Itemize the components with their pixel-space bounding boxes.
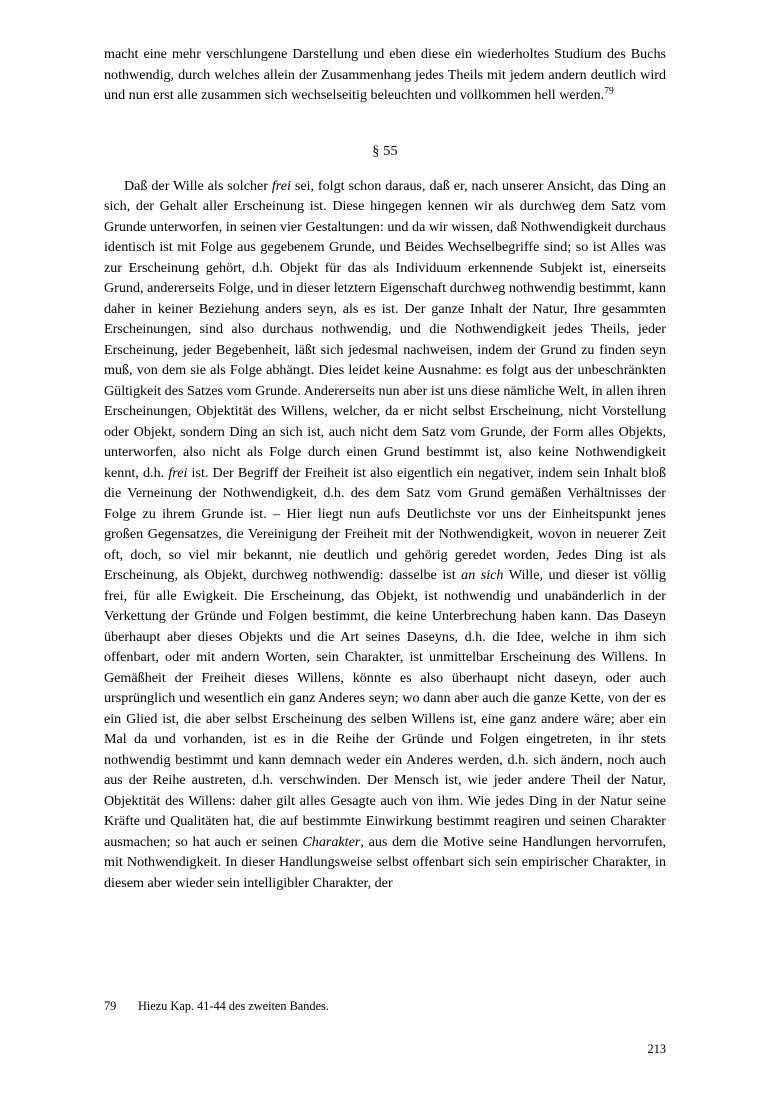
section-heading: § 55 (372, 142, 398, 159)
emphasized-term: frei (271, 177, 291, 194)
continuation-paragraph (104, 44, 666, 106)
emphasized-term: frei (168, 464, 188, 481)
page-content (104, 44, 666, 893)
footnote (104, 998, 666, 1015)
page-number: 213 (647, 1042, 666, 1056)
continuation-paragraph-text: macht eine mehr verschlungene Darstellung und eben diese ein wiederholtes Studium des Buchs nothwendig, durch welches allein der Zusammenhang jedes Theils mit jedem andern deutlich wird und nun erst alle zusammen sich wechselseitig beleuchten und vollkommen hell werden. (104, 46, 666, 103)
footnote-marker: 79 (604, 86, 614, 97)
emphasized-term: Charakter (302, 833, 361, 850)
footnote-number: 79 (104, 999, 117, 1013)
body-paragraph (104, 176, 666, 894)
emphasized-term: an sich (461, 567, 504, 583)
footnote-area (104, 998, 666, 1015)
body-paragraph-text: Daß der Wille als solcher frei sei, folgt schon daraus, daß er, nach unserer Ansicht, das Ding an sich, der Gehalt aller Erscheinung ist. Diese hingegen kennen wir als durchweg dem Satz vom Grunde unterworfen, in seinen vier Gestaltungen: und da wir wissen, daß Nothwendigkeit durchaus identisch ist mit Folge aus gegebenem Grunde, und Beides Wechselbegriffe sind; so ist Alles was zur Erscheinung gehört, d.h. Objekt für das als Individuum erkennende Subjekt ist, einerseits Grund, andererseits Folge, und in dieser letztern Eigenschaft durchweg nothwendig bestimmt, kann daher in keiner Beziehung anders seyn, als es ist. Der ganze Inhalt der Natur, Ihre gesammten Erscheinungen, sind also durchaus nothwendig, und die Nothwendigkeit jedes Theils, jeder Erscheinung, jeder Begebenheit, läßt sich jedesmal nachweisen, indem der Grund zu finden seyn muß, von dem sie als Folge abhängt. Dies leidet keine Ausnahme: es folgt aus der unbeschränkten Gültigkeit des Satzes vom Grunde. Andererseits nun aber ist uns diese nämliche Welt, in allen ihren Erscheinungen, Objektität des Willens, welcher, da er nicht selbst Erscheinung, nicht Vorstellung oder Objekt, sondern Ding an sich ist, auch nicht dem Satz vom Grunde, der Form alles Objekts, unterworfen, also nicht als Folge durch einen Grund bestimmt ist, also keine Nothwendigkeit kennt, d.h. frei ist. Der Begriff der Freiheit ist also eigentlich ein negativer, indem sein Inhalt bloß die Verneinung der Nothwendigkeit, d.h. des dem Satz vom Grund gemäßen Verhältnisses der Folge zu ihrem Grunde ist. – Hier liegt nun aufs Deutlichste vor uns der Einheitspunkt jenes großen Gegensatzes, die Vereinigung der Freiheit mit der Nothwendigkeit, wovon in neuerer Zeit oft, doch, so viel mir bekannt, nie deutlich und gehörig geredet worden, Jedes Ding ist als Erscheinung, als Objekt, durchweg nothwendig: dasselbe ist an sich Wille, und dieser ist völlig frei, für alle Ewigkeit. Die Erscheinung, das Objekt, ist nothwendig und unabänderlich in der Verkettung der Gründe und Folgen bestimmt, die keine Unterbrechung haben kann. Das Daseyn überhaupt aber dieses Objekts und die Art seines Daseyns, d.h. die Idee, welche in ihm sich offenbart, oder mit andern Worten, sein Charakter, ist unmittelbar Erscheinung des Willens. In Gemäßheit der Freiheit dieses Willens, könnte es also überhaupt nicht daseyn, oder auch ursprünglich und wesentlich ein ganz Anderes seyn; wo dann aber auch die ganze Kette, von der es ein Glied ist, die aber selbst Erscheinung des selben Willens ist, eine ganz andere wäre; aber ein Mal da und vorhanden, ist es in die Reihe der Gründe und Folgen eingetreten, in ihr stets nothwendig bestimmt und kann demnach weder ein Anderes werden, d.h. sich ändern, noch auch aus der Reihe austreten, d.h. verschwinden. Der Mensch ist, wie jeder andere Theil der Natur, Objektität des Willens: daher gilt alles Gesagte auch von ihm. Wie jedes Ding in der Natur seine Kräfte und Qualitäten hat, die auf bestimmte Einwirkung bestimmt reagiren und seinen Charakter ausmachen; so hat auch er seinen Charakter, aus dem die Motive seine Handlungen hervorrufen, mit Nothwendigkeit. In dieser Handlungsweise selbst offenbart sich sein empirischer Charakter, in diesem aber wieder sein intelligibler Charakter, der (104, 177, 666, 891)
footnote-text: Hiezu Kap. 41-44 des zweiten Bandes. (138, 999, 329, 1013)
